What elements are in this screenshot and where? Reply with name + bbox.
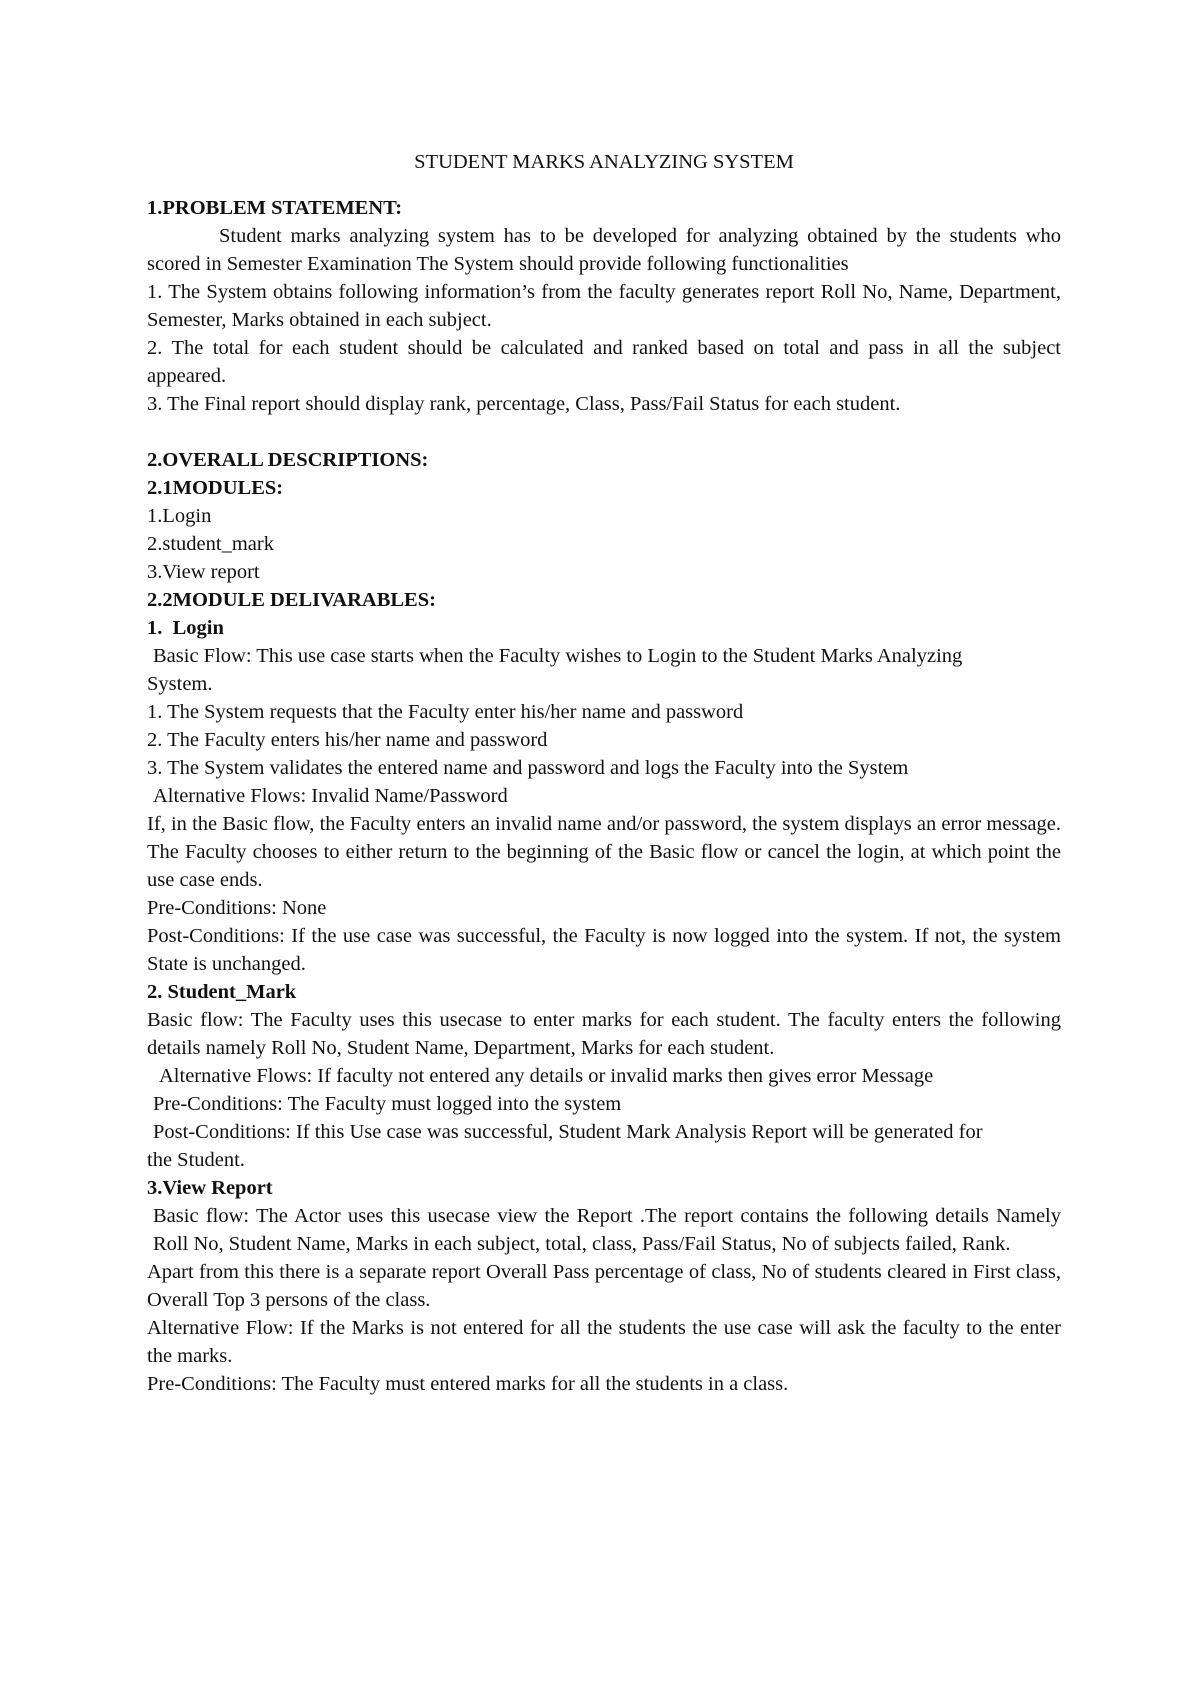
functionality-item-2: 2. The total for each student should be calculated and ranked based on total and pass in all the subject appeared. [147, 337, 1061, 387]
functionality-item-1: 1. The System obtains following information’s from the faculty generates report Roll No, Name, Department, Semester, Marks obtained in each subject. [147, 281, 1061, 331]
student-mark-basic-flow: Basic flow: The Faculty uses this usecase to enter marks for each student. The faculty enters the following details namely Roll No, Student Name, Department, Marks for each student. [147, 1009, 1061, 1059]
login-step-2: 2. The Faculty enters his/her name and password [147, 729, 548, 751]
student-mark-post-end: the Student. [147, 1149, 245, 1171]
student-mark-post-conditions: Post-Conditions: If this Use case was successful, Student Mark Analysis Report will be generated for [153, 1121, 983, 1143]
student-mark-heading: 2. Student_Mark [147, 981, 297, 1003]
login-system: System. [147, 673, 213, 695]
document-page [147, 148, 1061, 1398]
modules-heading: 2.1MODULES: [147, 477, 284, 499]
student-mark-alternative-flows: Alternative Flows: If faculty not entered any details or invalid marks then gives error Message [159, 1065, 934, 1087]
problem-statement-heading: 1.PROBLEM STATEMENT: [147, 197, 403, 219]
login-step-3: 3. The System validates the entered name and password and logs the Faculty into the System [147, 757, 909, 779]
overall-descriptions-heading: 2.OVERALL DESCRIPTIONS: [147, 449, 429, 471]
login-pre-conditions: Pre-Conditions: None [147, 897, 327, 919]
login-alternative-flows: Alternative Flows: Invalid Name/Password [153, 785, 508, 807]
login-alternative-text: If, in the Basic flow, the Faculty enters an invalid name and/or password, the system displays an error message. The Faculty chooses to either return to the beginning of the Basic flow or cancel the login, at which point the use case ends. [147, 813, 1061, 891]
login-heading: 1. Login [147, 617, 224, 639]
view-report-apart: Apart from this there is a separate report Overall Pass percentage of class, No of students cleared in First class, Overall Top 3 persons of the class. [147, 1261, 1061, 1311]
student-mark-pre-conditions: Pre-Conditions: The Faculty must logged into the system [153, 1093, 622, 1115]
module-deliverables-heading: 2.2MODULE DELIVARABLES: [147, 589, 436, 611]
view-report-heading: 3.View Report [147, 1177, 273, 1199]
module-item-login: 1.Login [147, 505, 212, 527]
problem-statement-intro: Student marks analyzing system has to be developed for analyzing obtained by the students who scored in Semester Examination The System should provide following functionalities [147, 225, 1061, 275]
functionality-item-3: 3. The Final report should display rank, percentage, Class, Pass/Fail Status for each student. [147, 393, 901, 415]
login-post-conditions: Post-Conditions: If the use case was successful, the Faculty is now logged into the system. If not, the system State is unchanged. [147, 925, 1061, 975]
view-report-alternative-flow: Alternative Flow: If the Marks is not entered for all the students the use case will ask the faculty to the enter the marks. [147, 1317, 1061, 1367]
module-item-student-mark: 2.student_mark [147, 533, 274, 555]
section-gap [147, 418, 1061, 446]
module-item-view-report: 3.View report [147, 561, 260, 583]
document-title: STUDENT MARKS ANALYZING SYSTEM [414, 151, 794, 173]
login-basic-flow: Basic Flow: This use case starts when the Faculty wishes to Login to the Student Marks Analyzing [153, 645, 963, 667]
view-report-basic-flow: Basic flow: The Actor uses this usecase view the Report .The report contains the following details Namely Roll No, Student Name, Marks in each subject, total, class, Pass/Fail Status, No of subjects failed, Rank. [153, 1205, 1061, 1255]
view-report-pre-conditions: Pre-Conditions: The Faculty must entered marks for all the students in a class. [147, 1373, 789, 1395]
login-step-1: 1. The System requests that the Faculty enter his/her name and password [147, 701, 744, 723]
